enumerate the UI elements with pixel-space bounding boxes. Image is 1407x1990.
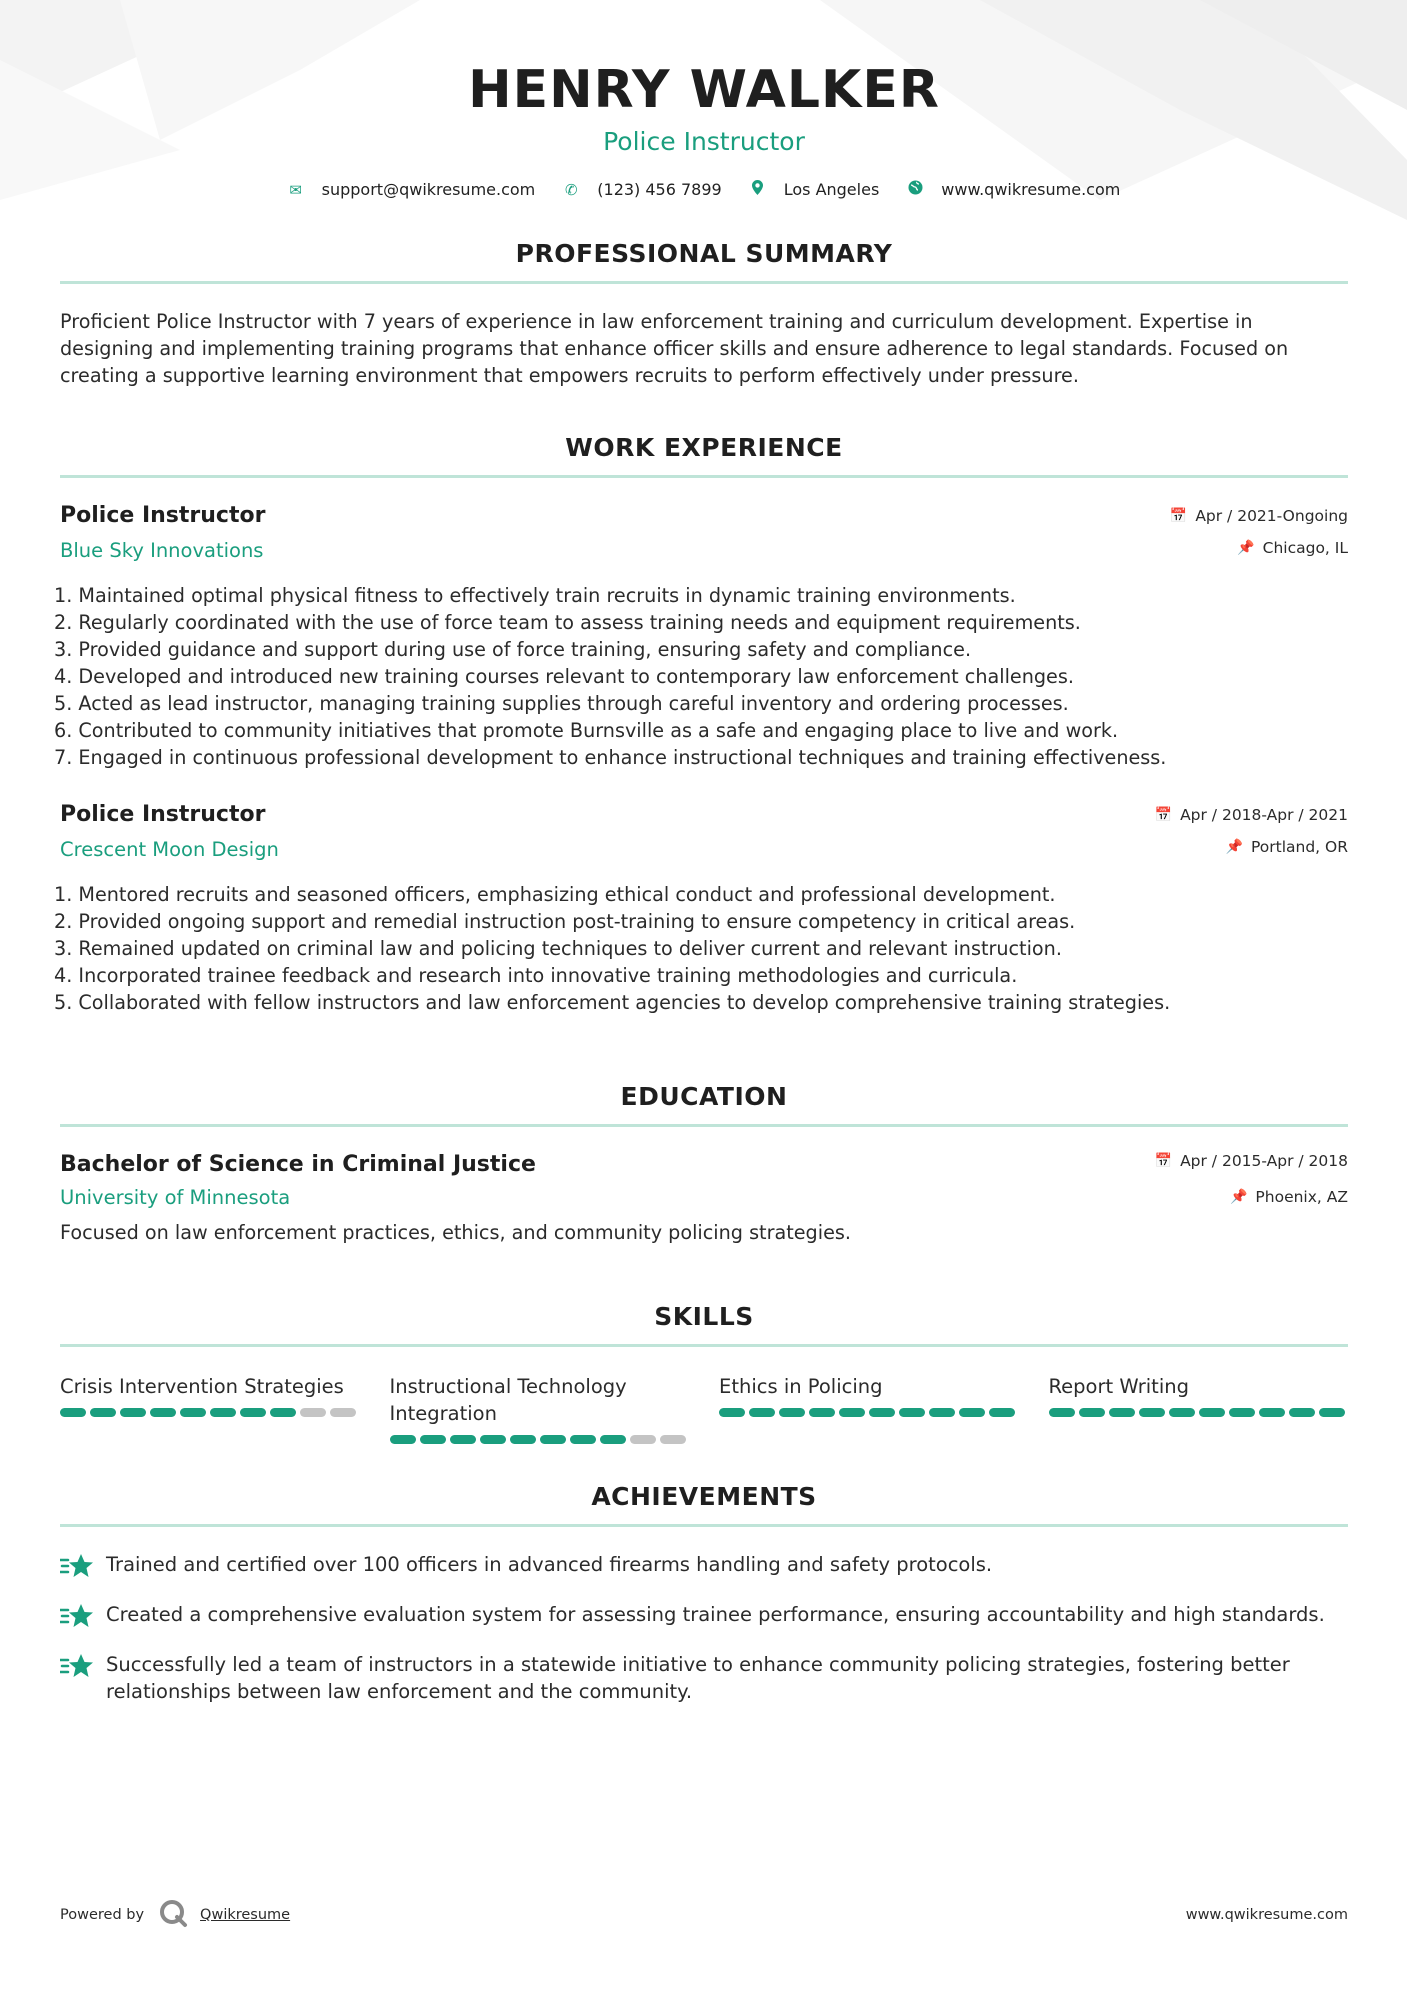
job-bullets	[54, 582, 1348, 771]
skill-dot	[1139, 1408, 1165, 1417]
skill-dot	[510, 1435, 536, 1444]
skill-dot	[90, 1408, 116, 1417]
job-bullets	[54, 881, 1348, 1016]
skill-item	[390, 1373, 690, 1444]
skill-dot	[929, 1408, 955, 1417]
section-divider	[60, 1524, 1348, 1527]
skill-dot	[959, 1408, 985, 1417]
location-text: Los Angeles	[783, 180, 880, 199]
skill-dot	[1229, 1408, 1255, 1417]
education-meta	[1155, 1151, 1348, 1207]
phone-text: (123) 456 7899	[597, 180, 722, 199]
candidate-role: Police Instructor	[603, 127, 805, 156]
skill-dot	[1319, 1408, 1345, 1417]
section-divider	[60, 1344, 1348, 1347]
list-item	[60, 1551, 1348, 1584]
skill-dot	[420, 1435, 446, 1444]
skill-rating	[1049, 1408, 1349, 1417]
education-dates	[1155, 1151, 1348, 1171]
skill-dot	[480, 1435, 506, 1444]
pin-icon: 📌	[1225, 839, 1243, 855]
list-item: 6. Contributed to community initiatives that promote Burnsville as a safe and engaging place to live and work.	[54, 719, 1119, 742]
skill-dot	[869, 1408, 895, 1417]
star-icon	[60, 1652, 106, 1684]
education-section	[60, 1082, 1348, 1246]
skill-dot	[300, 1408, 326, 1417]
footer-website-link[interactable]: www.qwikresume.com	[1185, 1907, 1348, 1923]
school-name: University of Minnesota	[60, 1186, 291, 1209]
list-item: 3. Provided guidance and support during use of force training, ensuring safety and compliance.	[54, 638, 972, 661]
resume-page	[54, 0, 1348, 1722]
summary-title: PROFESSIONAL SUMMARY	[515, 239, 893, 268]
qwikresume-logo-icon	[158, 1898, 188, 1932]
job-location	[1170, 538, 1348, 558]
skill-dot	[270, 1408, 296, 1417]
achievements-list	[60, 1551, 1348, 1705]
achievement-text: Successfully led a team of instructors in a statewide initiative to enhance community policing strategies, fostering better relationships between law enforcement and the community.	[106, 1653, 1290, 1703]
job-dates	[1155, 805, 1348, 825]
skill-dot	[180, 1408, 206, 1417]
list-item: 1. Mentored recruits and seasoned officers, emphasizing ethical conduct and professional development.	[54, 883, 1056, 906]
list-item	[60, 1601, 1348, 1634]
skill-dot	[1169, 1408, 1195, 1417]
skill-dot	[120, 1408, 146, 1417]
pin-icon: 📌	[1229, 1189, 1248, 1205]
skills-title: SKILLS	[654, 1302, 754, 1331]
skill-dot	[450, 1435, 476, 1444]
skill-dot	[989, 1408, 1015, 1417]
list-item: 3. Remained updated on criminal law and policing techniques to deliver current and relevant instruction.	[54, 937, 1062, 960]
list-item: 7. Engaged in continuous professional development to enhance instructional techniques and training effectiveness.	[54, 746, 1167, 769]
skill-dot	[809, 1408, 835, 1417]
job-location	[1155, 837, 1348, 857]
company-name: Blue Sky Innovations	[60, 539, 264, 562]
skill-dot	[1259, 1408, 1285, 1417]
education-title: EDUCATION	[620, 1082, 788, 1111]
skill-item	[719, 1373, 1019, 1444]
job-dates-text: Apr / 2018-Apr / 2021	[1180, 806, 1348, 824]
education-entry	[60, 1151, 1348, 1246]
job-location-text: Chicago, IL	[1262, 539, 1348, 557]
skill-item	[60, 1373, 360, 1444]
skill-dot	[600, 1435, 626, 1444]
globe-icon	[907, 180, 923, 199]
envelope-icon: ✉	[289, 180, 302, 199]
skill-dot	[240, 1408, 266, 1417]
contact-phone[interactable]	[563, 180, 721, 199]
email-text: support@qwikresume.com	[321, 180, 536, 199]
job-title: Police Instructor	[60, 802, 266, 827]
list-item: 1. Maintained optimal physical fitness to effectively train recruits in dynamic training environments.	[54, 584, 1016, 607]
star-icon	[60, 1602, 106, 1634]
skill-dot	[630, 1435, 656, 1444]
education-description: Focused on law enforcement practices, ethics, and community policing strategies.	[60, 1221, 851, 1244]
brand-link[interactable]: Qwikresume	[200, 1907, 291, 1923]
summary-section	[60, 239, 1348, 389]
skill-dot	[570, 1435, 596, 1444]
skill-dot	[1079, 1408, 1105, 1417]
calendar-icon: 📅	[1169, 508, 1188, 524]
skill-dot	[150, 1408, 176, 1417]
job-meta	[1155, 805, 1348, 857]
calendar-icon: 📅	[1154, 807, 1173, 823]
education-dates-text: Apr / 2015-Apr / 2018	[1180, 1152, 1348, 1170]
company-name: Crescent Moon Design	[60, 838, 279, 861]
list-item: 5. Acted as lead instructor, managing training supplies through careful inventory and ordering processes.	[54, 692, 1069, 715]
degree-title: Bachelor of Science in Criminal Justice	[60, 1152, 536, 1177]
map-pin-icon	[750, 180, 766, 199]
calendar-icon: 📅	[1154, 1153, 1173, 1169]
skill-dot	[1109, 1408, 1135, 1417]
list-item	[60, 1651, 1348, 1705]
job-title: Police Instructor	[60, 503, 266, 528]
skill-dot	[749, 1408, 775, 1417]
star-icon	[60, 1552, 106, 1584]
education-location	[1155, 1187, 1348, 1207]
list-item: 2. Regularly coordinated with the use of force team to assess training needs and equipment requirements.	[54, 611, 1081, 634]
skill-rating	[390, 1435, 690, 1444]
powered-by-label: Powered by	[60, 1907, 145, 1923]
section-divider	[60, 281, 1348, 284]
experience-section	[54, 433, 1348, 1016]
skill-dot	[330, 1408, 356, 1417]
website-text: www.qwikresume.com	[941, 180, 1121, 199]
skills-section	[60, 1302, 1348, 1444]
skill-dot	[779, 1408, 805, 1417]
skill-dot	[1049, 1408, 1075, 1417]
skill-dot	[210, 1408, 236, 1417]
education-location-text: Phoenix, AZ	[1255, 1188, 1348, 1206]
contact-email[interactable]	[288, 180, 536, 199]
list-item: 5. Collaborated with fellow instructors and law enforcement agencies to develop comprehensive training strategies.	[54, 991, 1171, 1014]
experience-title: WORK EXPERIENCE	[565, 433, 843, 462]
pin-icon: 📌	[1237, 540, 1255, 556]
skills-list	[60, 1373, 1348, 1444]
skill-item	[1049, 1373, 1349, 1444]
list-item: 4. Incorporated trainee feedback and research into innovative training methodologies and curricula.	[54, 964, 1018, 987]
skill-dot	[540, 1435, 566, 1444]
skill-dot	[60, 1408, 86, 1417]
skill-dot	[839, 1408, 865, 1417]
skill-name: Report Writing	[1048, 1375, 1189, 1398]
skill-rating	[60, 1408, 360, 1417]
achievement-text: Trained and certified over 100 officers in advanced firearms handling and safety protocols.	[106, 1553, 993, 1576]
contact-website[interactable]	[907, 180, 1120, 199]
achievements-section	[60, 1482, 1348, 1705]
job-dates	[1170, 506, 1348, 526]
job-dates-text: Apr / 2021-Ongoing	[1195, 507, 1348, 525]
list-item: 2. Provided ongoing support and remedial instruction post-training to ensure competency in critical areas.	[54, 910, 1076, 933]
skill-name: Crisis Intervention Strategies	[60, 1375, 344, 1398]
skill-name: Ethics in Policing	[719, 1375, 883, 1398]
skill-rating	[719, 1408, 1019, 1417]
job-entry	[54, 502, 1348, 771]
powered-by	[60, 1898, 290, 1932]
section-divider	[60, 1124, 1348, 1127]
summary-text: Proficient Police Instructor with 7 years of experience in law enforcement training and curriculum development. Expertise in designing and implementing training programs that enhance officer skills and ensure adherence to legal standards. Focused on creating a supportive learning environment that empowers recruits to perform effectively under pressure.	[60, 310, 1289, 387]
contact-bar	[60, 180, 1348, 199]
job-entry	[54, 801, 1348, 1016]
achievement-text: Created a comprehensive evaluation system for assessing trainee performance, ensuring accountability and high standards.	[106, 1603, 1325, 1626]
section-divider	[60, 475, 1348, 478]
list-item: 4. Developed and introduced new training courses relevant to contemporary law enforcement challenges.	[54, 665, 1074, 688]
footer	[60, 1898, 1348, 1932]
job-location-text: Portland, OR	[1250, 838, 1348, 856]
candidate-name: HENRY WALKER	[468, 60, 940, 120]
skill-dot	[1199, 1408, 1225, 1417]
skill-dot	[899, 1408, 925, 1417]
achievements-title: ACHIEVEMENTS	[591, 1482, 817, 1511]
skill-dot	[1289, 1408, 1315, 1417]
phone-icon: ✆	[564, 180, 578, 199]
job-meta	[1170, 506, 1348, 558]
skill-dot	[660, 1435, 686, 1444]
resume-header	[60, 0, 1348, 199]
skill-name: Instructional Technology Integration	[389, 1375, 627, 1425]
contact-location	[750, 180, 880, 199]
skill-dot	[390, 1435, 416, 1444]
skill-dot	[719, 1408, 745, 1417]
